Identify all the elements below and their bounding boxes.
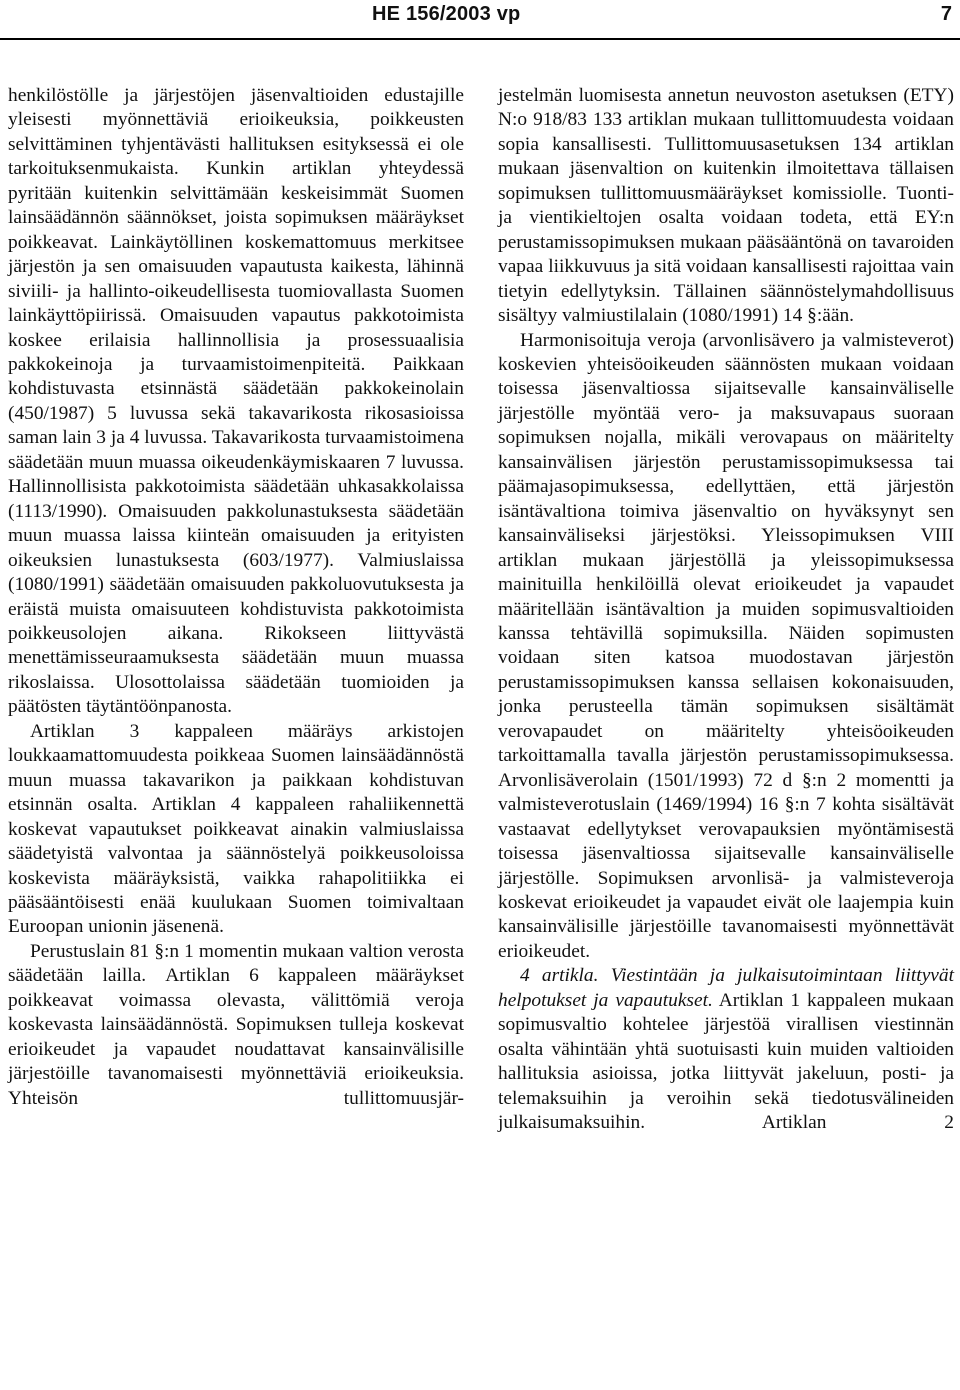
- left-column: [8, 84, 464, 1111]
- paragraph-customs-continued: jestelmän luomisesta annetun neuvoston asetuksen (ETY) N:o 918/83 133 artiklan mukaan tullittomuudesta voidaan sopia kansallisesti. Tullittomuusasetuksen 134 artiklan mukaan jäsenvaltion on kuitenkin ilmoitettava tällaisen sopimuksen tullittomuusmääräykset komissiolle. Tuonti- ja vientikieltojen osalta voidaan todeta, että EY:n perustamissopimuksen mukaan pääsääntönä on tavaroiden vapaa liikkuvuus ja sitä voidaan kansallisesti rajoittaa vain tietyin edellytyksin. Tällainen säännöstelymahdollisuus sisältyy valmiustilalain (1080/1991) 14 §:ään.: [498, 85, 954, 327]
- paragraph-harmonised-taxes: Harmonisoituja veroja (arvonlisävero ja valmisteverot) koskevien yhteisöoikeuden säännösten mukaan voidaan toisessa jäsenvaltiossa sijaitsevalle kansainväliselle järjestölle myöntää vero- ja maksuvapaus suoraan sopimuksen nojalla, mikäli verovapaus on määritelty kansainvälisen järjestön perustamissopimuksessa tai päämajasopimuksessa, edellyttäen, että järjestön isäntävaltiona toimiva jäsenvaltio on hyväksynyt sen kansainväliseksi järjestöksi. Yleissopimuksen VIII artiklan mukaan järjestöllä ja yleissopimuksessa mainituilla henkilöillä olevat erioikeudet ja vapaudet määritellään isäntävaltion ja muiden sopimusvaltioiden kanssa tehtävillä sopimuksilla. Näiden sopimusten voidaan siten katsoa muodostavan järjestön perustamissopimuksen kanssa sellaisen kokonaisuuden, jonka perusteella tämän sopimuksen sisältämät verovapaudet on määritelty yhteisöoikeuden tarkoittamalla tavalla järjestön perustamissopimuksessa. Arvonlisäverolain (1501/1993) 72 d §:n 2 momentti ja valmisteverotuslain (1469/1994) 16 §:n 7 kohta sisältävät vastaavat edellytykset verovapauksien myöntämisestä toisessa jäsenvaltiossa sijaitsevalle kansainväliselle järjestölle. Sopimuksen arvonlisä- ja valmisteveroja koskevat erioikeudet ja vapaudet eivät ole laajempia kuin kansainvälisille järjestöille tavanomaisesti myönnettävät erioikeudet.: [498, 329, 954, 962]
- paragraph-article3-archives: Artiklan 3 kappaleen määräys arkistojen loukkaamattomuudesta poikkeaa Suomen lainsäädännöstä muun muassa takavarikon ja paikkaan kohdistuvan etsinnän osalta. Artiklan 4 kappaleen rahaliikennettä koskevat vapautukset poikkeavat ainakin valmiuslaissa säädetyistä valvontaa ja säännöstelyä poikkeusoloissa koskevista määräyksistä, vaikka rahapolitiikka ei pääsääntöisesti enää kuulukaan Suomen toimivaltaan Euroopan unionin jäsenenä.: [8, 720, 464, 938]
- header-rule: [0, 38, 960, 40]
- page-header: [0, 0, 960, 38]
- page-number: 7: [940, 3, 952, 25]
- right-column: [498, 84, 954, 1135]
- paragraph-taxation: Perustuslain 81 §:n 1 momentin mukaan valtion verosta säädetään laillа. Artiklan 6 kappaleen määräykset poikkeavat voimassa olevasta, välittömiä veroja koskevasta lainsäädännöstä. Sopimuksen tulleja koskevat erioikeudet ja vapaudet noudattavat kansainvälisille järjestöille tavanomaisesti myönnettäviä erioikeuksia. Yhteisön tullittomuusjär-: [8, 940, 464, 1109]
- article4-body: Artiklan 1 kappaleen mukaan sopimusvaltio kohtelee järjestöä virallisen viestinnän osalta vähintään yhtä suotuisasti kuin muiden valtioiden hallituksia asioissa, jotka liittyvät jakeluun, posti- ja telemaksuihin ja veroihin sekä tiedotusvälineiden julkaisumaksuihin. Artiklan 2: [498, 989, 954, 1134]
- article4-heading: 4 artikla. Viestintään ja julkaisutoimintaan liittyvät helpotukset ja vapautukset.: [498, 965, 954, 1011]
- paragraph-exemptions-overview: henkilöstölle ja järjestöjen jäsenvaltioiden edustajille yleisesti myönnettäviä erioikeuksia, poikkeusten selvittäminen tyhjentävästi hallituksen esityksessä ei ole tarkoituksenmukaista. Kunkin artiklan yhteydessä pyritään kuitenkin selvittämään keskeisimmät Suomen lainsäädännön säännökset, joista sopimuksen määräykset poikkeavat. Lainkäytöllinen koskemattomuus merkitsee järjestön ja sen omaisuuden vapautusta kaikesta, lähinnä siviili- ja hallinto-oikeudellisesta tuomiovallasta Suomen lainkäyttöpiirissä. Omaisuuden vapautus pakkotoimista koskee erilaisia hallinnollisia ja prosessuaalisia pakkokeinoja ja turvaamistoimenpiteitä. Paikkaan kohdistuvasta etsinnästä säädetään pakkokeinolain (450/1987) 5 luvussa sekä takavarikosta rikosasioissa saman lain 3 ja 4 luvussa. Takavarikosta turvaamistoimena säädetään muun muassa oikeudenkäymiskaaren 7 luvussa. Hallinnollisista pakkotoimista säädetään uhkasakkolaissa (1113/1990). Omaisuuden pakkolunastuksesta säädetään muun muassa laissa kiinteän omaisuuden ja erityisten oikeuksien lunastuksesta (603/1977). Valmiuslaissa (1080/1991) säädetään omaisuuden pakkoluovutuksesta ja eräistä muista omaisuuteen kohdistuvista pakkotoimista poikkeusolojen aikana. Rikokseen liittyvästä menettämisseuraamuksesta säädetään muun muassa rikoslaissa. Ulosottolaissa säädetään tuomioiden ja päätösten täytäntöönpanosta.: [8, 85, 465, 718]
- paragraph-article4: [498, 964, 954, 1135]
- document-id: HE 156/2003 vp: [372, 3, 521, 25]
